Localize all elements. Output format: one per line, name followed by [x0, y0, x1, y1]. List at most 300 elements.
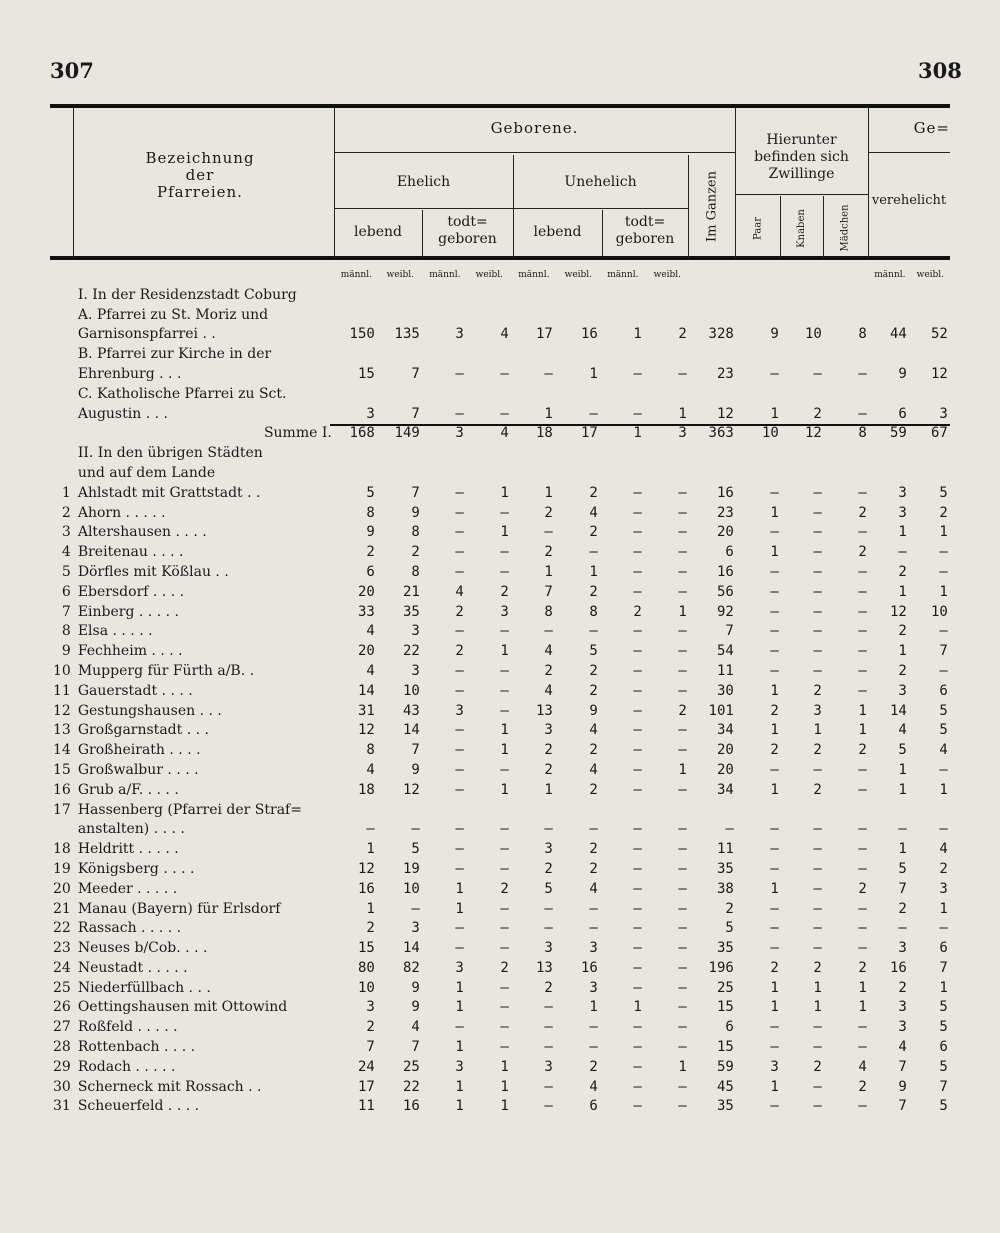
value-cell: —: [770, 761, 779, 778]
value-cell: [782, 345, 825, 365]
value-cell: 3: [898, 999, 907, 1016]
value-cell: [423, 385, 467, 405]
value-cell: 2: [366, 1019, 375, 1036]
value-cell: —: [770, 583, 779, 600]
row-label: Summe I.: [263, 425, 332, 442]
value-cell: [467, 464, 512, 484]
value-cell: 5: [411, 841, 420, 858]
value-cell: —: [678, 821, 687, 838]
table-row: [50, 583, 951, 603]
divider: [868, 108, 869, 258]
value-cell: —: [813, 484, 822, 501]
value-cell: 7: [725, 623, 734, 640]
value-cell: —: [500, 405, 509, 422]
row-label: Neuses b/Cob. . . .: [77, 940, 208, 957]
value-cell: 9: [366, 524, 375, 541]
row-label: Ahorn . . . . .: [77, 504, 166, 521]
table-row: [50, 761, 951, 781]
sub-header-cell: männl.: [340, 270, 372, 280]
value-cell: —: [455, 722, 464, 739]
value-cell: [423, 286, 467, 306]
table-row: [50, 345, 951, 365]
value-cell: 6: [725, 544, 734, 561]
value-cell: —: [544, 524, 553, 541]
row-label: Fechheim . . . .: [77, 643, 183, 660]
value-cell: —: [813, 662, 822, 679]
value-cell: 14: [357, 682, 375, 699]
value-cell: —: [770, 1098, 779, 1115]
value-cell: 1: [455, 900, 464, 917]
value-cell: 1: [500, 1058, 509, 1075]
header-todtgeboren-ehelich-line-1: todt=: [447, 214, 488, 230]
row-label: Ahlstadt mit Grattstadt . .: [77, 484, 261, 501]
value-cell: 35: [402, 603, 420, 620]
row-label: und auf dem Lande: [77, 464, 216, 481]
header-todtgeboren-ehelich-line-2: geboren: [438, 231, 497, 247]
value-cell: —: [500, 544, 509, 561]
value-cell: 9: [898, 1078, 907, 1095]
value-cell: —: [544, 999, 553, 1016]
value-cell: 2: [898, 662, 907, 679]
value-cell: —: [455, 623, 464, 640]
value-cell: 1: [455, 1098, 464, 1115]
row-number: 11: [53, 682, 71, 699]
value-cell: —: [678, 841, 687, 858]
value-cell: —: [770, 940, 779, 957]
value-cell: 7: [411, 484, 420, 501]
row-label: Augustin . . .: [77, 405, 168, 422]
value-cell: 1: [813, 999, 822, 1016]
value-cell: 135: [394, 326, 420, 343]
value-cell: [910, 464, 951, 484]
value-cell: —: [500, 365, 509, 382]
value-cell: 4: [500, 425, 509, 442]
value-cell: —: [633, 544, 642, 561]
value-cell: —: [813, 940, 822, 957]
value-cell: —: [813, 1078, 822, 1095]
value-cell: —: [633, 484, 642, 501]
value-cell: 15: [357, 365, 375, 382]
divider: [868, 152, 950, 153]
table-row: [50, 880, 951, 900]
value-cell: 1: [770, 682, 779, 699]
empty-cell: [75, 266, 335, 286]
table-row: [50, 325, 951, 345]
value-cell: —: [813, 860, 822, 877]
value-cell: [737, 444, 782, 464]
value-cell: —: [633, 1039, 642, 1056]
value-cell: 3: [455, 959, 464, 976]
value-cell: —: [500, 841, 509, 858]
value-cell: 5: [725, 920, 734, 937]
value-cell: —: [939, 821, 948, 838]
value-cell: —: [813, 1098, 822, 1115]
value-cell: —: [770, 563, 779, 580]
value-cell: 2: [858, 544, 867, 561]
value-cell: —: [858, 940, 867, 957]
row-label: Hassenberg (Pfarrei der Straf=: [77, 801, 302, 818]
header-hierunter-line-2: befinden sich: [754, 149, 849, 165]
value-cell: [870, 286, 910, 306]
value-cell: [782, 306, 825, 326]
value-cell: 1: [898, 643, 907, 660]
table-row: [50, 662, 951, 682]
value-cell: [556, 385, 601, 405]
value-cell: 9: [411, 999, 420, 1016]
value-cell: [512, 385, 556, 405]
row-label: Scheuerfeld . . . .: [77, 1098, 200, 1115]
value-cell: —: [455, 841, 464, 858]
row-number: [50, 464, 75, 484]
value-cell: —: [633, 900, 642, 917]
value-cell: 14: [402, 940, 420, 957]
value-cell: 34: [716, 781, 734, 798]
value-cell: [690, 345, 737, 365]
value-cell: 12: [804, 425, 822, 442]
value-cell: 3: [544, 722, 553, 739]
value-cell: —: [455, 761, 464, 778]
value-cell: 10: [402, 682, 420, 699]
value-cell: —: [858, 524, 867, 541]
value-cell: 2: [678, 702, 687, 719]
value-cell: 35: [716, 1098, 734, 1115]
value-cell: 1: [858, 999, 867, 1016]
value-cell: [335, 464, 378, 484]
value-cell: 20: [716, 524, 734, 541]
header-bezeichnung-line-1: Bezeichnung: [145, 149, 255, 167]
divider: [334, 208, 688, 209]
value-cell: —: [500, 860, 509, 877]
header-maedchen: Mädchen: [839, 204, 851, 252]
row-label: Meeder . . . . .: [77, 880, 178, 897]
value-cell: 5: [939, 999, 948, 1016]
value-cell: 12: [716, 405, 734, 422]
value-cell: 2: [455, 603, 464, 620]
value-cell: 2: [589, 781, 598, 798]
value-cell: 3: [500, 603, 509, 620]
value-cell: 20: [716, 761, 734, 778]
table-row: [50, 444, 951, 464]
value-cell: 7: [939, 959, 948, 976]
value-cell: 25: [402, 1058, 420, 1075]
value-cell: —: [678, 920, 687, 937]
value-cell: 1: [589, 999, 598, 1016]
table-row: [50, 563, 951, 583]
value-cell: [556, 464, 601, 484]
row-number: [50, 345, 75, 365]
value-cell: 2: [366, 920, 375, 937]
value-cell: —: [770, 623, 779, 640]
row-number: 21: [53, 900, 71, 917]
value-cell: 1: [455, 979, 464, 996]
value-cell: 4: [544, 643, 553, 660]
value-cell: 4: [939, 841, 948, 858]
header-unehelich: Unehelich: [564, 174, 637, 190]
row-number: 19: [53, 860, 71, 877]
value-cell: —: [678, 940, 687, 957]
value-cell: [512, 286, 556, 306]
value-cell: 4: [589, 1078, 598, 1095]
value-cell: [601, 306, 645, 326]
value-cell: [378, 286, 423, 306]
header-im-ganzen: Im Ganzen: [704, 170, 720, 243]
value-cell: —: [500, 900, 509, 917]
value-cell: —: [770, 662, 779, 679]
row-label: Niederfüllbach . . .: [77, 979, 211, 996]
value-cell: 9: [411, 761, 420, 778]
value-cell: [512, 444, 556, 464]
value-cell: 2: [366, 544, 375, 561]
value-cell: 2: [589, 682, 598, 699]
value-cell: —: [678, 583, 687, 600]
value-cell: 6: [898, 405, 907, 422]
table-row: [50, 820, 951, 840]
value-cell: 17: [535, 326, 553, 343]
value-cell: [601, 345, 645, 365]
value-cell: 7: [411, 742, 420, 759]
value-cell: 6: [725, 1019, 734, 1036]
header-lebend-unehelich: lebend: [533, 224, 582, 240]
value-cell: —: [500, 999, 509, 1016]
value-cell: 24: [357, 1058, 375, 1075]
row-label: Breitenau . . . .: [77, 544, 184, 561]
value-cell: 3: [898, 940, 907, 957]
value-cell: 10: [804, 326, 822, 343]
value-cell: 168: [349, 425, 375, 442]
table-row: [50, 1078, 951, 1098]
row-number: [50, 385, 75, 405]
row-number: 18: [53, 841, 71, 858]
value-cell: —: [544, 623, 553, 640]
header-geborene: Geborene.: [490, 119, 579, 137]
value-cell: —: [455, 1019, 464, 1036]
value-cell: 4: [500, 326, 509, 343]
value-cell: —: [813, 1019, 822, 1036]
row-number: 3: [61, 524, 71, 541]
value-cell: 2: [544, 979, 553, 996]
value-cell: —: [455, 405, 464, 422]
value-cell: 11: [716, 841, 734, 858]
value-cell: 7: [544, 583, 553, 600]
value-cell: [423, 306, 467, 326]
sub-header-cell: weibl.: [475, 270, 504, 280]
value-cell: 7: [411, 1039, 420, 1056]
value-cell: 7: [898, 880, 907, 897]
sub-header-cell: männl.: [518, 270, 550, 280]
row-number: 23: [53, 940, 71, 957]
table-row: [50, 721, 951, 741]
value-cell: 8: [366, 504, 375, 521]
table-row: [50, 682, 951, 702]
divider: [73, 108, 74, 258]
value-cell: 5: [366, 484, 375, 501]
row-number: 17: [53, 801, 71, 818]
table-row: [50, 523, 951, 543]
value-cell: —: [589, 1019, 598, 1036]
row-label: Ebersdorf . . . .: [77, 583, 185, 600]
value-cell: [512, 306, 556, 326]
value-cell: 2: [813, 742, 822, 759]
value-cell: —: [858, 405, 867, 422]
value-cell: —: [455, 365, 464, 382]
value-cell: 7: [366, 1039, 375, 1056]
value-cell: 1: [770, 405, 779, 422]
value-cell: [737, 801, 782, 821]
value-cell: —: [455, 742, 464, 759]
table-row: [50, 365, 951, 385]
value-cell: [782, 286, 825, 306]
value-cell: 2: [544, 742, 553, 759]
value-cell: —: [858, 1039, 867, 1056]
value-cell: [825, 286, 870, 306]
value-cell: 10: [357, 979, 375, 996]
row-label: A. Pfarrei zu St. Moriz und: [77, 306, 269, 323]
value-cell: —: [500, 682, 509, 699]
value-cell: —: [678, 781, 687, 798]
row-label: Elsa . . . . .: [77, 623, 153, 640]
value-cell: [335, 801, 378, 821]
value-cell: 1: [455, 999, 464, 1016]
header-bottom-rule: [50, 256, 950, 260]
value-cell: —: [813, 920, 822, 937]
value-cell: [870, 306, 910, 326]
value-cell: —: [455, 563, 464, 580]
value-cell: 2: [678, 326, 687, 343]
value-cell: 35: [716, 860, 734, 877]
row-label: Großheirath . . . .: [77, 742, 201, 759]
value-cell: 1: [500, 643, 509, 660]
value-cell: 3: [898, 504, 907, 521]
value-cell: —: [725, 821, 734, 838]
value-cell: 4: [411, 1019, 420, 1036]
row-number: 6: [61, 583, 71, 600]
row-label: Gauerstadt . . . .: [77, 682, 193, 699]
value-cell: 12: [402, 781, 420, 798]
value-cell: 52: [930, 326, 948, 343]
row-number: 25: [53, 979, 71, 996]
value-cell: [423, 801, 467, 821]
value-cell: [910, 801, 951, 821]
value-cell: 2: [813, 959, 822, 976]
value-cell: —: [770, 524, 779, 541]
value-cell: —: [939, 623, 948, 640]
value-cell: —: [813, 821, 822, 838]
value-cell: —: [678, 365, 687, 382]
value-cell: —: [455, 662, 464, 679]
row-label: Rassach . . . . .: [77, 920, 182, 937]
value-cell: [870, 345, 910, 365]
value-cell: 2: [500, 880, 509, 897]
header-todtgeboren-unehelich-line-1: todt=: [624, 214, 666, 230]
value-cell: 2: [500, 583, 509, 600]
value-cell: —: [633, 781, 642, 798]
value-cell: —: [633, 365, 642, 382]
value-cell: 1: [678, 405, 687, 422]
row-label: Einberg . . . . .: [77, 603, 179, 620]
value-cell: —: [366, 821, 375, 838]
value-cell: [690, 385, 737, 405]
value-cell: —: [500, 761, 509, 778]
row-number: 20: [53, 880, 71, 897]
value-cell: —: [500, 563, 509, 580]
value-cell: 3: [366, 405, 375, 422]
value-cell: 4: [366, 623, 375, 640]
value-cell: —: [770, 484, 779, 501]
table-row: [50, 504, 951, 524]
value-cell: [645, 286, 690, 306]
value-cell: 1: [678, 603, 687, 620]
value-cell: 33: [357, 603, 375, 620]
value-cell: —: [770, 920, 779, 937]
value-cell: 1: [898, 524, 907, 541]
table-row: [50, 642, 951, 662]
value-cell: 1: [939, 781, 948, 798]
table-row: [50, 702, 951, 722]
value-cell: [378, 306, 423, 326]
table-row: [50, 1097, 951, 1117]
value-cell: —: [678, 1019, 687, 1036]
value-cell: —: [858, 603, 867, 620]
value-cell: —: [633, 761, 642, 778]
row-number: 2: [61, 504, 71, 521]
value-cell: 1: [770, 504, 779, 521]
value-cell: [690, 801, 737, 821]
value-cell: 38: [716, 880, 734, 897]
value-cell: [645, 444, 690, 464]
value-cell: [378, 464, 423, 484]
value-cell: 2: [770, 702, 779, 719]
value-cell: 19: [402, 860, 420, 877]
value-cell: —: [500, 920, 509, 937]
row-label: Manau (Bayern) für Erlsdorf: [77, 900, 281, 917]
value-cell: —: [813, 761, 822, 778]
value-cell: —: [813, 504, 822, 521]
value-cell: 7: [898, 1098, 907, 1115]
value-cell: —: [633, 524, 642, 541]
value-cell: [423, 345, 467, 365]
header-todtgeboren-ehelich: [422, 214, 513, 248]
value-cell: [870, 444, 910, 464]
value-cell: [910, 286, 951, 306]
row-number: 29: [53, 1058, 71, 1075]
value-cell: 2: [770, 959, 779, 976]
value-cell: 2: [544, 860, 553, 877]
sub-header-cell: weibl.: [386, 270, 415, 280]
value-cell: —: [770, 365, 779, 382]
value-cell: 2: [589, 841, 598, 858]
value-cell: 2: [725, 900, 734, 917]
value-cell: 1: [939, 583, 948, 600]
value-cell: 18: [357, 781, 375, 798]
value-cell: [690, 464, 737, 484]
value-cell: 5: [939, 1098, 948, 1115]
row-label: B. Pfarrei zur Kirche in der: [77, 346, 272, 363]
row-number: 24: [53, 959, 71, 976]
value-cell: —: [678, 959, 687, 976]
row-number: 26: [53, 999, 71, 1016]
value-cell: 20: [357, 583, 375, 600]
table-row: [50, 1018, 951, 1038]
value-cell: —: [633, 682, 642, 699]
value-cell: 1: [813, 979, 822, 996]
value-cell: —: [858, 920, 867, 937]
value-cell: 7: [939, 643, 948, 660]
value-cell: 13: [535, 702, 553, 719]
value-cell: 14: [402, 722, 420, 739]
value-cell: —: [589, 900, 598, 917]
value-cell: 8: [589, 603, 598, 620]
value-cell: —: [858, 821, 867, 838]
